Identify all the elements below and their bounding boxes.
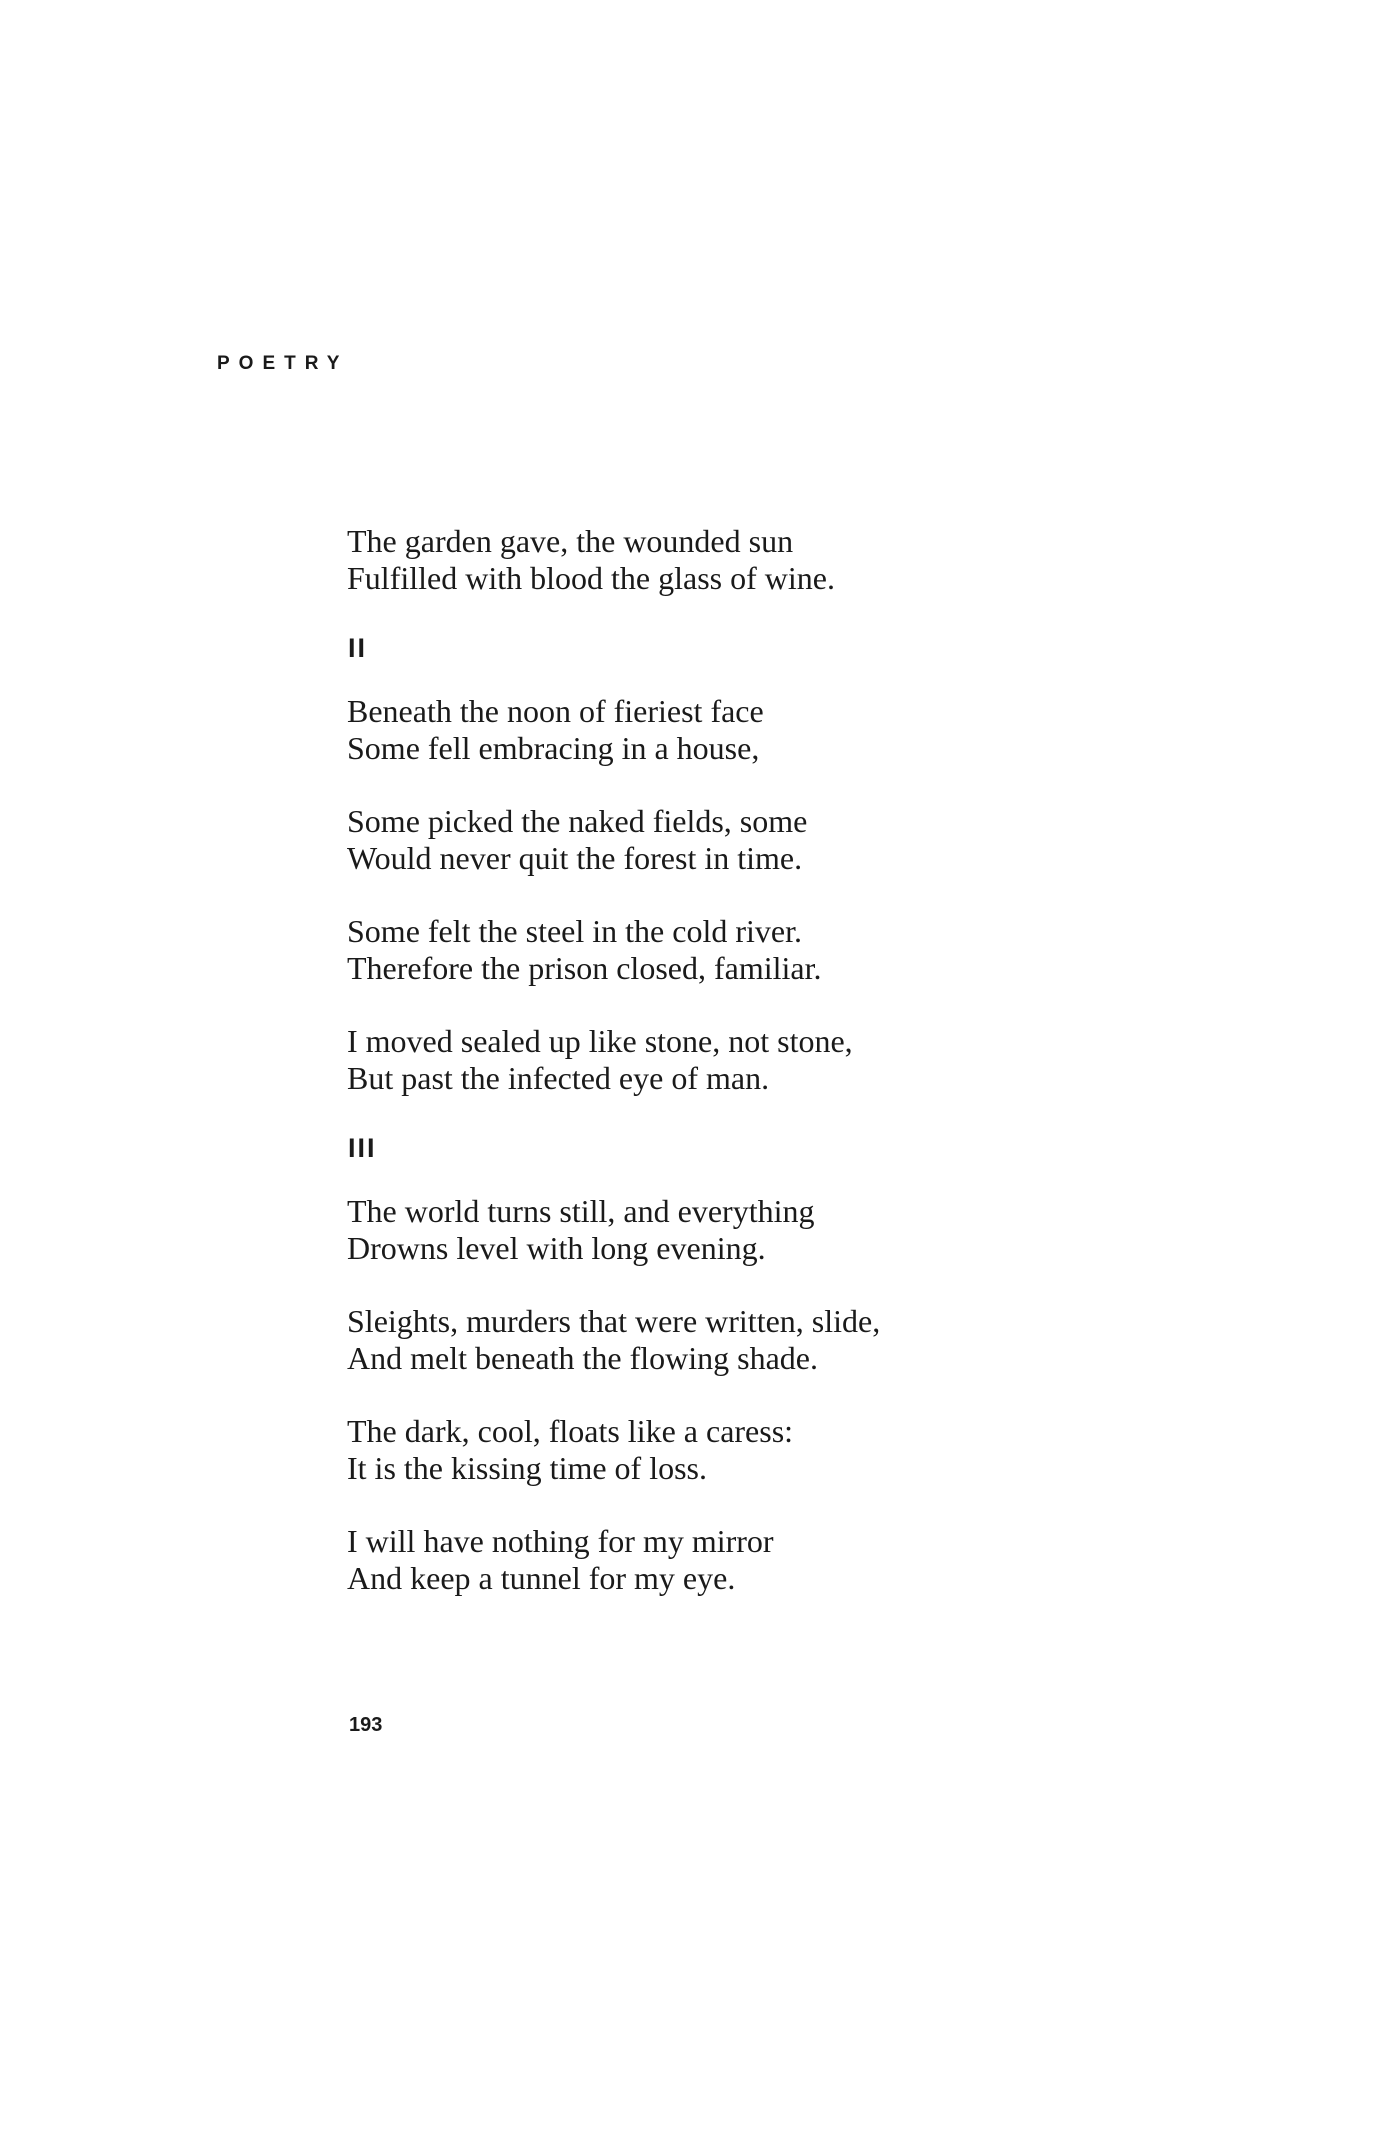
- poem-line: I moved sealed up like stone, not stone,: [347, 1023, 853, 1059]
- stanza: [347, 1023, 1347, 1097]
- stanza: [347, 803, 1347, 877]
- stanza: [347, 1303, 1347, 1377]
- section-numeral: III: [348, 1133, 377, 1163]
- stanza: [347, 523, 1347, 597]
- poem-line: Drowns level with long evening.: [347, 1230, 766, 1266]
- running-head: POETRY: [217, 353, 349, 374]
- poem-line: The dark, cool, floats like a caress:: [347, 1413, 794, 1449]
- poem-line: I will have nothing for my mirror: [347, 1523, 774, 1559]
- poem-line: Beneath the noon of fieriest face: [347, 693, 764, 729]
- section-numeral: II: [348, 633, 368, 663]
- page-number: 193: [349, 1714, 383, 1736]
- poem-line: It is the kissing time of loss.: [347, 1450, 707, 1486]
- poem-line: Some fell embracing in a house,: [347, 730, 760, 766]
- poem-line: The world turns still, and everything: [347, 1193, 815, 1229]
- poem-line: The garden gave, the wounded sun: [347, 523, 794, 559]
- poem-line: Fulfilled with blood the glass of wine.: [347, 560, 835, 596]
- poem-section: [347, 523, 1347, 597]
- poem-line: Sleights, murders that were written, slide,: [347, 1303, 881, 1339]
- stanza: [347, 1193, 1347, 1267]
- stanza: [347, 693, 1347, 767]
- poem-line: Some felt the steel in the cold river.: [347, 913, 802, 949]
- poem-line: But past the infected eye of man.: [347, 1060, 770, 1096]
- poem-section: [347, 633, 1347, 1097]
- poem-line: And melt beneath the flowing shade.: [347, 1340, 818, 1376]
- stanza: [347, 1523, 1347, 1597]
- stanza: [347, 913, 1347, 987]
- poem-section: [347, 1133, 1347, 1597]
- poem-line: Would never quit the forest in time.: [347, 840, 803, 876]
- poem-body: [347, 523, 1347, 1597]
- poem-line: And keep a tunnel for my eye.: [347, 1560, 736, 1596]
- poem-line: Therefore the prison closed, familiar.: [347, 950, 822, 986]
- poem-line: Some picked the naked fields, some: [347, 803, 808, 839]
- stanza: [347, 1413, 1347, 1487]
